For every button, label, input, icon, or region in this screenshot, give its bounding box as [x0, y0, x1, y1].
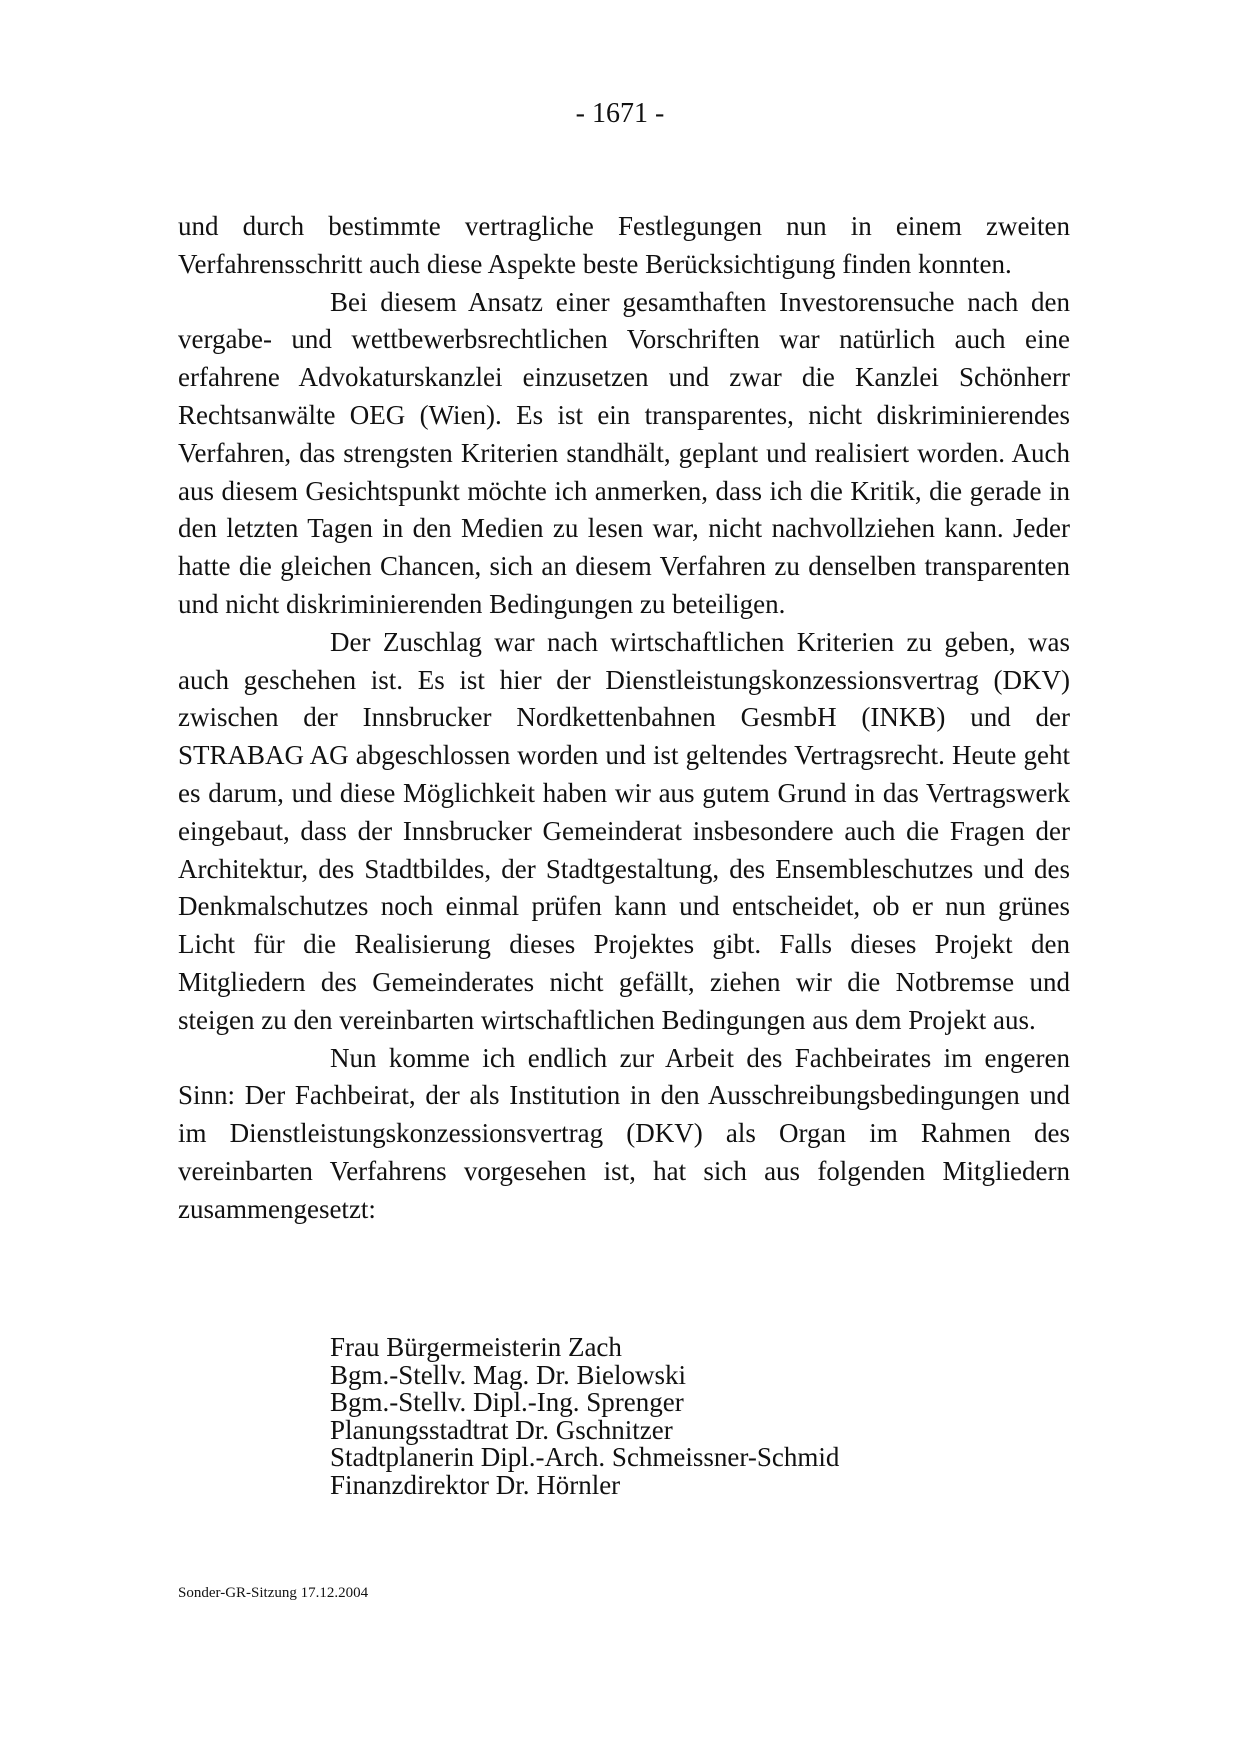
member-list-item: Frau Bürgermeisterin Zach: [330, 1332, 622, 1362]
paragraph: und durch bestimmte vertragliche Festlegungen nun in einem zweiten Verfahrensschritt auch diese Aspekte beste Berücksichtigung finden konnten.: [178, 211, 1070, 279]
member-list-item: Planungsstadtrat Dr. Gschnitzer: [330, 1414, 673, 1445]
body-text: [178, 208, 1070, 1229]
member-list-item: Stadtplanerin Dipl.-Arch. Schmeissner-Schmid: [330, 1442, 840, 1472]
page-footer: Sonder-GR-Sitzung 17.12.2004: [178, 1585, 369, 1601]
page-number: - 1671 -: [575, 98, 665, 129]
member-list-item: Bgm.-Stellv. Mag. Dr. Bielowski: [330, 1359, 686, 1390]
member-list-item: Finanzdirektor Dr. Hörnler: [330, 1469, 621, 1500]
paragraph: Nun komme ich endlich zur Arbeit des Fachbeirates im engeren Sinn: Der Fachbeirat, der als Institution in den Ausschreibungsbedingungen und im Dienstleistungskonzessionsvertrag (DKV) als Organ im Rahmen des vereinbarten Verfahrens vorgesehen ist, hat sich aus folgenden Mitgliedern zusammengesetzt:: [178, 1042, 1070, 1224]
member-list: [330, 1334, 1070, 1499]
paragraph: Bei diesem Ansatz einer gesamthaften Investorensuche nach den vergabe- und wettbewerbsrechtlichen Vorschriften war natürlich auch eine erfahrene Advokaturskanzlei einzusetzen und zwar die Kanzlei Schönherr Rechtsanwälte OEG (Wien). Es ist ein transparentes, nicht diskriminierendes Verfahren, das strengsten Kriterien standhält, geplant und realisiert worden. Auch aus diesem Gesichtspunkt möchte ich anmerken, dass ich die Kritik, die gerade in den letzten Tagen in den Medien zu lesen war, nicht nachvollziehen kann. Jeder hatte die gleichen Chancen, sich an diesem Verfahren zu denselben transparenten und nicht diskriminierenden Bedingungen zu beteiligen.: [178, 286, 1070, 619]
member-list-item: Bgm.-Stellv. Dipl.-Ing. Sprenger: [330, 1387, 684, 1417]
paragraph: Der Zuschlag war nach wirtschaftlichen Kriterien zu geben, was auch geschehen ist. Es ist hier der Dienstleistungskonzessionsvertrag (DKV) zwischen der Innsbrucker Nordkettenbahnen GesmbH (INKB) und der STRABAG AG abgeschlossen worden und ist geltendes Vertragsrecht. Heute geht es darum, und diese Möglichkeit haben wir aus gutem Grund in das Vertragswerk eingebaut, dass der Innsbrucker Gemeinderat insbesondere auch die Fragen der Architektur, des Stadtbildes, der Stadtgestaltung, des Ensembleschutzes und des Denkmalschutzes noch einmal prüfen kann und entscheidet, ob er nun grünes Licht für die Realisierung dieses Projektes gibt. Falls dieses Projekt den Mitgliedern des Gemeinderates nicht gefällt, ziehen wir die Notbremse und steigen zu den vereinbarten wirtschaftlichen Bedingungen aus dem Projekt aus.: [178, 626, 1070, 1035]
